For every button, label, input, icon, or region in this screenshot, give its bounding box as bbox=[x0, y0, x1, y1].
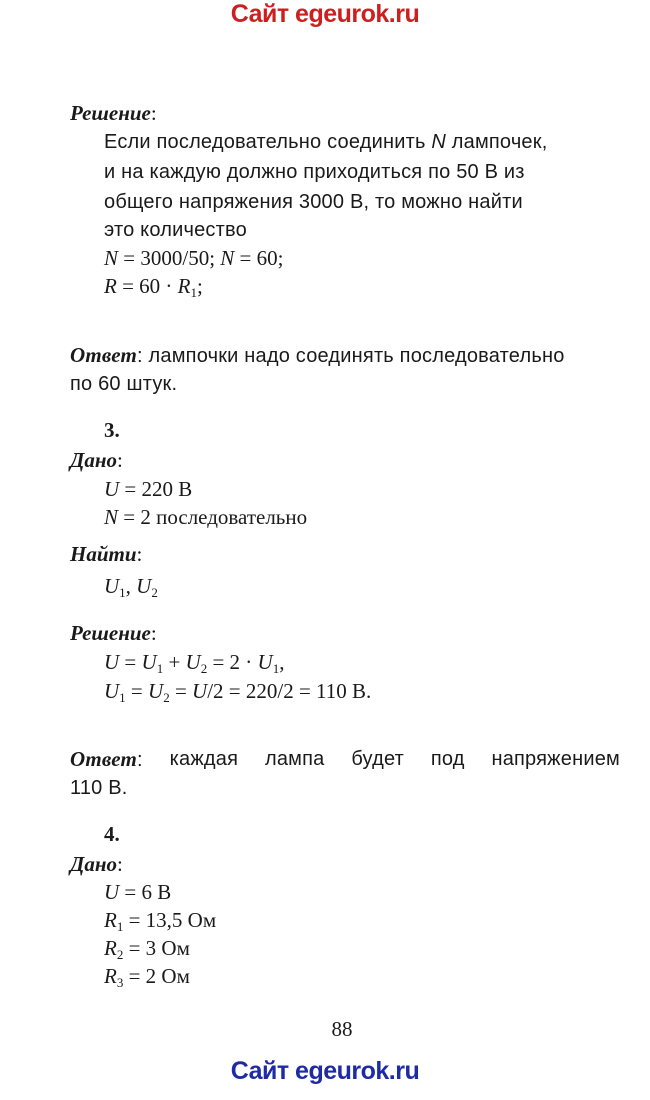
given-line-1: U = 6 В bbox=[104, 880, 172, 904]
solution-line-1: Если последовательно соединить N лампочек, bbox=[104, 131, 548, 153]
answer-line-1: Ответ: лампочки надо соединять последовательно bbox=[70, 343, 565, 367]
solution-line-4: это количество bbox=[104, 219, 247, 241]
solution-formula-1: $U = U_1 + U_2 = 2 \cdot U_1$, bbox=[104, 650, 285, 676]
solution-formula-2: $R = 60 \cdot R_1$; bbox=[104, 274, 203, 300]
solution-heading: Решение: bbox=[70, 101, 157, 125]
given-line-2: N = 2 последовательно bbox=[104, 505, 308, 529]
given-heading: Дано: bbox=[70, 448, 123, 472]
solution-heading: Решение: bbox=[70, 621, 157, 645]
site-footer: Сайт egeurok.ru bbox=[230, 1057, 420, 1085]
answer-line-2: 110 В. bbox=[70, 777, 128, 799]
answer-line-1: Ответ: каждая лампа будет под напряжением bbox=[70, 747, 620, 771]
solution-formula-2: $U_1 = U_2 = U/2 = 220/2 = 110$ В. bbox=[104, 679, 372, 705]
given-line-3: $R_2 = 3$ Ом bbox=[104, 936, 190, 962]
problem-number: 4. bbox=[104, 822, 120, 846]
find-line: $U_1$, $U_2$ bbox=[104, 574, 158, 600]
page-number: 88 bbox=[331, 1017, 353, 1041]
given-heading: Дано: bbox=[70, 852, 123, 876]
solution-line-3: общего напряжения 3000 В, то можно найти bbox=[104, 191, 523, 213]
given-line-1: U = 220 В bbox=[104, 477, 193, 501]
answer-line-2: по 60 штук. bbox=[70, 373, 178, 395]
find-heading: Найти: bbox=[70, 542, 143, 566]
solution-formula-1: N = 3000/50; N = 60; bbox=[104, 246, 284, 270]
problem-number: 3. bbox=[104, 418, 120, 442]
solution-line-2: и на каждую должно приходиться по 50 В из bbox=[104, 161, 525, 183]
given-line-2: $R_1 = 13,5$ Ом bbox=[104, 908, 217, 934]
site-header: Сайт egeurok.ru bbox=[230, 0, 420, 28]
given-line-4: $R_3 = 2$ Ом bbox=[104, 964, 190, 990]
